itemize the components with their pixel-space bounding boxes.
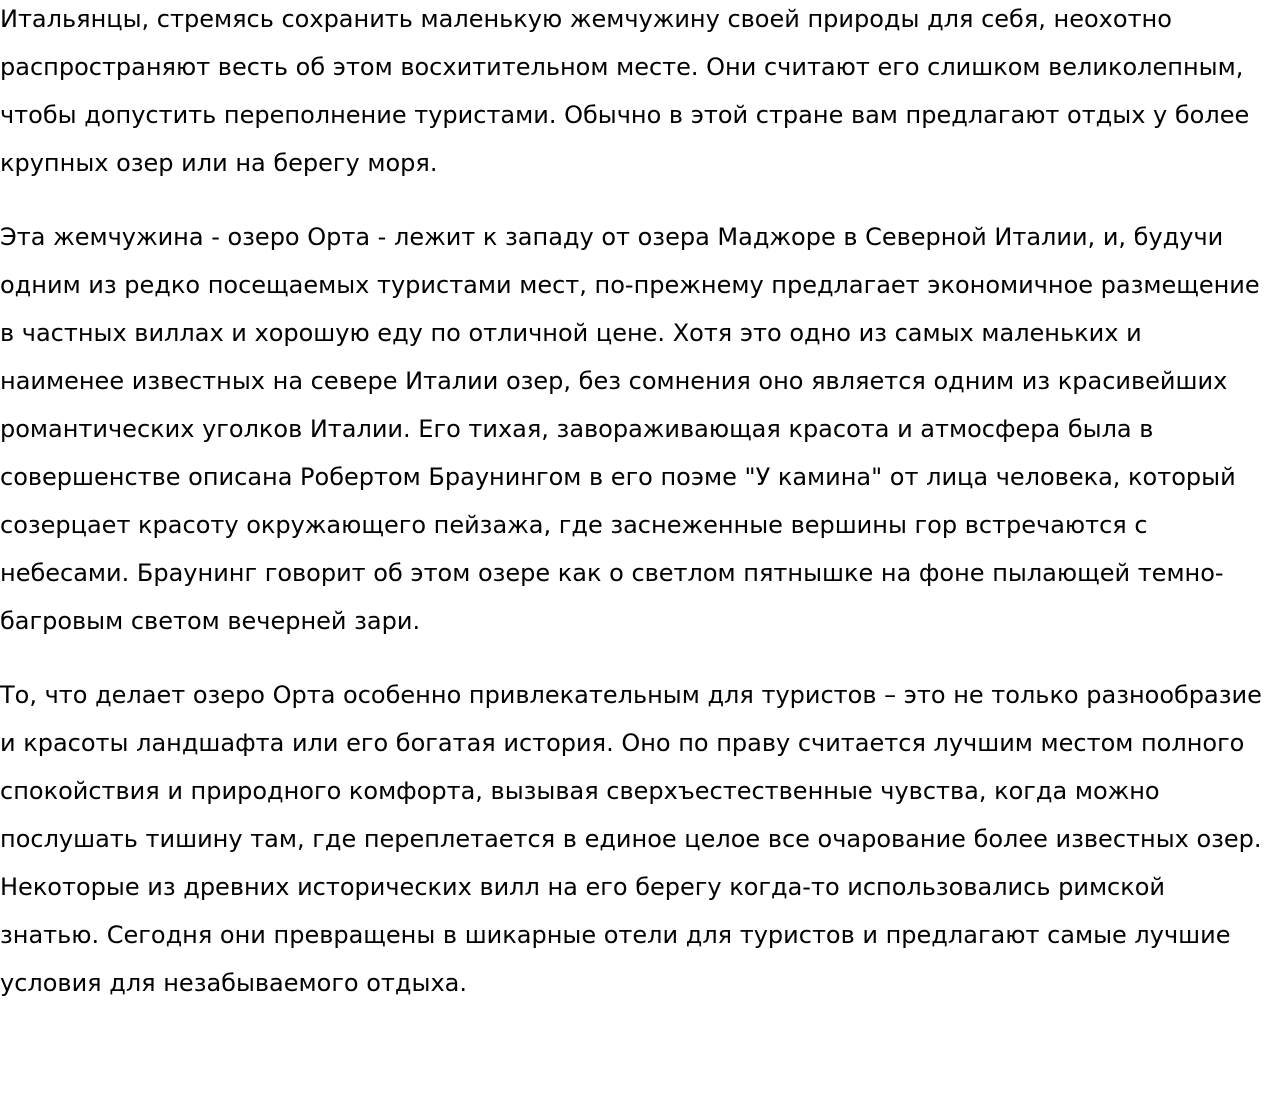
article-paragraph: То, что делает озеро Орта особенно привлекательным для туристов – это не только разнообразие и красоты ландшафта или его богатая история. Оно по праву считается лучшим местом полного спокойствия и природного комфорта, вызывая сверхъестественные чувства, когда можно послушать тишину там, где переплетается в единое целое все очарование более известных озер. Некоторые из древних исторических вилл на его берегу когда-то использовались римской знатью. Сегодня они превращены в шикарные отели для туристов и предлагают самые лучшие условия для незабываемого отдыха.	[0, 681, 1262, 997]
article-paragraph: Итальянцы, стремясь сохранить маленькую жемчужину своей природы для себя, неохотно распространяют весть об этом восхитительном месте. Они считают его слишком великолепным, чтобы допустить переполнение туристами. Обычно в этой стране вам предлагают отдых у более крупных озер или на берегу моря.	[0, 5, 1250, 177]
article-paragraph: Эта жемчужина - озеро Орта - лежит к западу от озера Маджоре в Северной Италии, и, будучи одним из редко посещаемых туристами мест, по-прежнему предлагает экономичное размещение в частных виллах и хорошую еду по отличной цене. Хотя это одно из самых маленьких и наименее известных на севере Италии озер, без сомнения оно является одним из красивейших романтических уголков Италии. Его тихая, завораживающая красота и атмосфера была в совершенстве описана Робертом Браунингом в его поэме "У камина" от лица человека, который созерцает красоту окружающего пейзажа, где заснеженные вершины гор встречаются с небесами. Браунинг говорит об этом озере как о светлом пятнышке на фоне пылающей темно-багровым светом вечерней зари.	[0, 223, 1260, 635]
